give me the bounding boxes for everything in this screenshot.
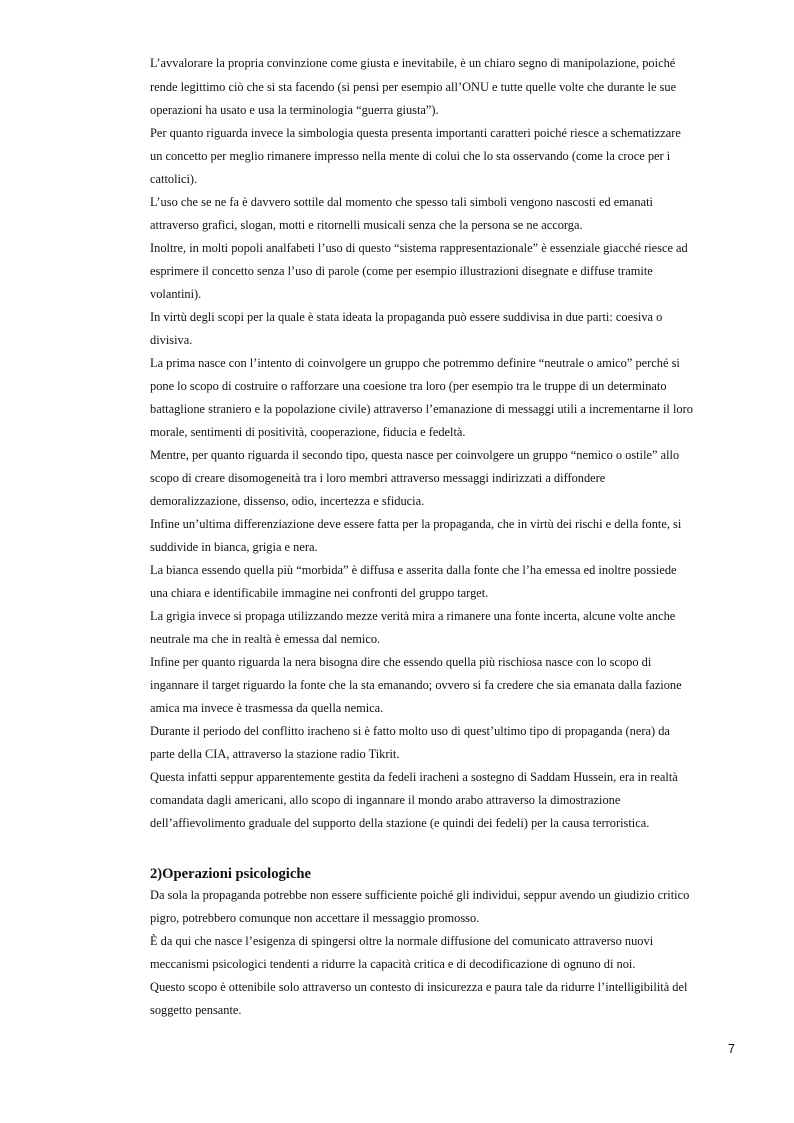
text-line: comandata dagli americani, allo scopo di ingannare il mondo arabo attraverso la dimostrazione <box>150 793 621 807</box>
text-line: esprimere il concetto senza l’uso di parole (come per esempio illustrazioni disegnate e diffuse tramite <box>150 264 653 278</box>
text-line: In virtù degli scopi per la quale è stata ideata la propaganda può essere suddivisa in due parti: coesiva o <box>150 310 663 324</box>
page-number: 7 <box>728 1042 735 1056</box>
text-line: Per quanto riguarda invece la simbologia questa presenta importanti caratteri poiché riesce a schematizzare <box>150 126 681 140</box>
text-line: La bianca essendo quella più “morbida” è diffusa e asserita dalla fonte che l’ha emessa ed inoltre possiede <box>150 563 677 577</box>
text-line: una chiara e identificabile immagine nei confronti del gruppo target. <box>150 586 489 600</box>
text-line: battaglione straniero e la popolazione civile) attraverso l’emanazione di messaggi utili a incrementarne il loro <box>150 402 693 416</box>
text-line: attraverso grafici, slogan, motti e ritornelli musicali senza che la persona se ne accorga. <box>150 218 583 232</box>
text-line: amica ma invece è trasmessa da quella nemica. <box>150 701 384 715</box>
text-line: un concetto per meglio rimanere impresso nella mente di colui che lo sta osservando (come la croce per i <box>150 149 671 163</box>
text-line: dell’affievolimento graduale del supporto della stazione (e quindi dei fedeli) per la causa terroristica. <box>150 816 650 830</box>
text-line: suddivide in bianca, grigia e nera. <box>150 540 318 554</box>
text-line: Inoltre, in molti popoli analfabeti l’uso di questo “sistema rappresentazionale” è essenziale giacché riesce ad <box>150 241 688 255</box>
text-line: Infine per quanto riguarda la nera bisogna dire che essendo quella più rischiosa nasce con lo scopo di <box>150 655 652 669</box>
text-line: Mentre, per quanto riguarda il secondo tipo, questa nasce per coinvolgere un gruppo “nemico o ostile” allo <box>150 448 680 462</box>
text-line: soggetto pensante. <box>150 1003 242 1017</box>
text-line: morale, sentimenti di positività, cooperazione, fiducia e fedeltà. <box>150 425 466 439</box>
text-line: Infine un’ultima differenziazione deve essere fatta per la propaganda, che in virtù dei rischi e della fonte, si <box>150 517 682 531</box>
text-line: cattolici). <box>150 172 198 186</box>
text-line: Da sola la propaganda potrebbe non essere sufficiente poiché gli individui, seppur avendo un giudizio critico <box>150 888 690 902</box>
text-line: La grigia invece si propaga utilizzando mezze verità mira a rimanere una fonte incerta, alcune volte anche <box>150 609 676 623</box>
section-heading: 2)Operazioni psicologiche <box>150 866 311 882</box>
text-line: demoralizzazione, dissenso, odio, incertezza e sfiducia. <box>150 494 425 508</box>
text-line: scopo di creare disomogeneità tra i loro membri attraverso messaggi indirizzati a diffondere <box>150 471 606 485</box>
text-line: La prima nasce con l’intento di coinvolgere un gruppo che potremmo definire “neutrale o amico” perché si <box>150 356 680 370</box>
text-line: Questo scopo è ottenibile solo attraverso un contesto di insicurezza e paura tale da ridurre l’intelligibilità del <box>150 980 688 994</box>
text-line: divisiva. <box>150 333 193 347</box>
text-line: parte della CIA, attraverso la stazione radio Tikrit. <box>150 747 400 761</box>
text-line: rende legittimo ciò che si sta facendo (si pensi per esempio all’ONU e tutte quelle volte che durante le sue <box>150 80 677 94</box>
text-line: L’uso che se ne fa è davvero sottile dal momento che spesso tali simboli vengono nascosti ed emanati <box>150 195 653 209</box>
text-line: È da qui che nasce l’esigenza di spingersi oltre la normale diffusione del comunicato attraverso nuovi <box>150 934 654 948</box>
text-line: pigro, potrebbero comunque non accettare il messaggio promosso. <box>150 911 480 925</box>
text-line: ingannare il target riguardo la fonte che la sta emanando; ovvero si fa credere che sia emanata dalla fazione <box>150 678 682 692</box>
text-line: neutrale ma che in realtà è emessa dal nemico. <box>150 632 381 646</box>
text-line: Durante il periodo del conflitto iracheno si è fatto molto uso di quest’ultimo tipo di propaganda (nera) da <box>150 724 670 738</box>
text-line: operazioni ha usato e usa la terminologia “guerra giusta”). <box>150 103 439 117</box>
text-line: Questa infatti seppur apparentemente gestita da fedeli iracheni a sostegno di Saddam Hussein, era in realtà <box>150 770 678 784</box>
text-line: pone lo scopo di costruire o rafforzare una coesione tra loro (per esempio tra le truppe di un determinato <box>150 379 667 393</box>
text-line: L’avvalorare la propria convinzione come giusta e inevitabile, è un chiaro segno di manipolazione, poiché <box>150 56 676 70</box>
text-line: meccanismi psicologici tendenti a ridurre la capacità critica e di decodificazione di ognuno di noi. <box>150 957 636 971</box>
text-line: volantini). <box>150 287 202 301</box>
